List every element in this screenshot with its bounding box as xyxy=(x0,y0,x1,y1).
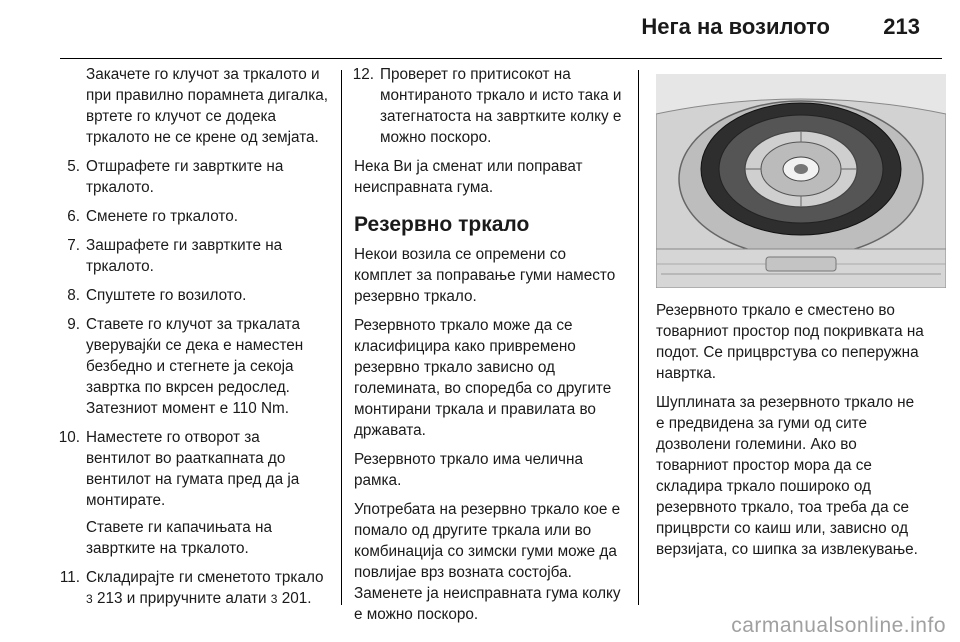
paragraph: Резервното тркало има челична рамка. xyxy=(354,451,583,489)
step-number: 10. xyxy=(58,429,80,446)
paragraph: Употребата на резервно тркало кое е помало од другите тркала или во комбинација со зимски гуми може да повлијае врз возната состојба. Заменете ја неисправната гума колку е можно поскоро. xyxy=(354,501,621,623)
steps-list xyxy=(60,156,328,511)
page-ref-icon[interactable]: 3 xyxy=(270,592,278,606)
paragraph: Резервното тркало може да се класифицира како привремено резервно тркало зависно од големината, во споредба со другите монтирани тркала и правилата во државата. xyxy=(354,317,612,439)
step-number: 9. xyxy=(67,316,80,333)
step-number: 6. xyxy=(67,208,80,225)
step-text: Сменете го тркалото. xyxy=(86,208,239,225)
step-number: 12. xyxy=(352,66,374,83)
paragraph: Шуплината за резервното тркало не е предвидена за гуми од сите дозволени големини. Ако во товарниот простор мора да се складира тркало пошироко од резервното тркало, тоа треба да се прицврсти со каиш или, зависно од верзијата, со шипка за извлекување. xyxy=(656,394,918,558)
step-item xyxy=(60,235,328,277)
step-10-extra: Ставете ги капачињата на завртките на тркалото. xyxy=(86,519,272,557)
page-ref[interactable]: 213 xyxy=(96,590,123,607)
text-column-2 xyxy=(354,64,626,633)
step-item xyxy=(60,427,328,511)
step-number: 11. xyxy=(59,569,80,586)
column-divider-1 xyxy=(341,70,342,605)
step-intro: Закачете го клучот за тркалото и при правилно порамнета дигалка, вртете го клучот се додека тркалото не се крене од земјата. xyxy=(86,66,328,146)
paragraph: Некои возила се опремени со комплет за поправање гуми наместо резервно тркало. xyxy=(354,246,616,305)
section-title: Резервно тркало xyxy=(354,213,530,236)
step-text: Отшрафете ги завртките на тркалото. xyxy=(86,158,284,196)
column-divider-2 xyxy=(638,70,639,605)
step-text: Спуштете го возилото. xyxy=(86,287,247,304)
step-number: 5. xyxy=(67,158,80,175)
header-rule xyxy=(60,58,942,59)
step-number: 7. xyxy=(67,237,80,254)
step-12 xyxy=(354,64,626,148)
step-text: Наместете го отворот за вентилот во рааткапната до вентилот на гумата пред да ја монтирате. xyxy=(86,429,300,509)
step-text: Зашрафете ги завртките на тркалото. xyxy=(86,237,283,275)
step-text: Ставете го клучот за тркалата уверувајќи се дека е наместен безбедно и стегнете ја секоја завртка по вкрсен редослед. Затезниот момент е 110 Nm. xyxy=(86,316,304,417)
step-text: Проверет го притисокот на монтираното тркало и исто така и затегнатоста на завртките колку е можно поскоро. xyxy=(380,66,622,146)
text-column-3 xyxy=(656,300,926,568)
running-header: Нега на возилото xyxy=(641,14,830,39)
step-11: 11. Складирајте ги сменетото тркало 3 213 и приручните алати 3 201. xyxy=(60,567,328,610)
step-item xyxy=(60,156,328,198)
paragraph: Резервното тркало е сместено во товарниот простор под покривката на подот. Се прицврстува со пеперужна навртка. xyxy=(656,302,924,382)
watermark: carmanualsonline.info xyxy=(731,614,946,637)
page-number: 213 xyxy=(883,14,920,39)
page-ref-icon[interactable]: 3 xyxy=(86,592,93,606)
text-column-1 xyxy=(60,64,328,618)
spare-wheel-illustration xyxy=(656,74,946,288)
step-item xyxy=(60,206,328,227)
step-number: 8. xyxy=(67,287,80,304)
step-item xyxy=(60,285,328,306)
spare-wheel-drawing xyxy=(656,74,946,288)
step-item xyxy=(60,314,328,419)
paragraph: Нека Ви ја сменат или поправат неисправната гума. xyxy=(354,158,583,196)
page-ref[interactable]: 201. xyxy=(281,590,312,607)
